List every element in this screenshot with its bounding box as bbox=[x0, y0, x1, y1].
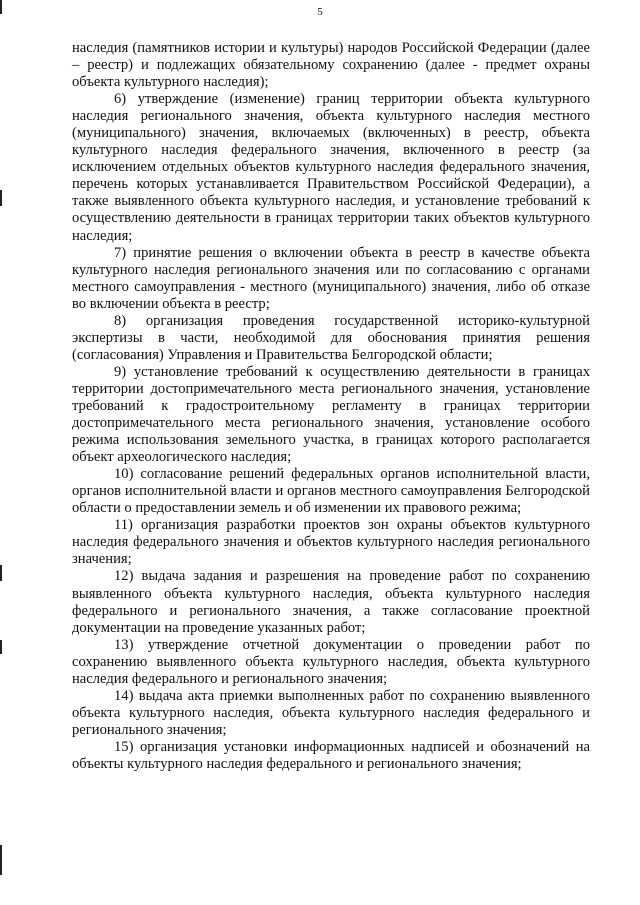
paragraph-item-12: 12) выдача задания и разрешения на проведение работ по сохранению выявленного объекта культурного наследия, объекта культурного наследия федерального и регионального значения, а также согласование проектной документации на проведение указанных работ; bbox=[72, 568, 590, 636]
scan-edge-mark-lower bbox=[0, 640, 2, 654]
paragraph-item-13: 13) утверждение отчетной документации о проведении работ по сохранению выявленного объекта культурного наследия, объекта культурного наследия федерального и регионального значения; bbox=[72, 636, 590, 687]
page-number: 5 bbox=[317, 6, 323, 18]
paragraph-item-8: 8) организация проведения государственной историко-культурной экспертизы в части, необходимой для обоснования принятия решения (согласования) Управления и Правительства Белгородской области; bbox=[72, 312, 590, 363]
paragraph-item-15: 15) организация установки информационных надписей и обозначений на объекты культурного наследия федерального и регионального значения; bbox=[72, 738, 590, 772]
document-body bbox=[72, 40, 590, 773]
paragraph-continuation: наследия (памятников истории и культуры) народов Российской Федерации (далее – реестр) и подлежащих обязательному сохранению (далее - предмет охраны объекта культурного наследия); bbox=[72, 40, 590, 91]
paragraph-item-7: 7) принятие решения о включении объекта в реестр в качестве объекта культурного наследия регионального значения или по согласованию с органами местного самоуправления - местного (муниципального) значения, либо об отказе во включении объекта в реестр; bbox=[72, 244, 590, 312]
paragraph-item-11: 11) организация разработки проектов зон охраны объектов культурного наследия федерального значения и объектов культурного наследия регионального значения; bbox=[72, 517, 590, 568]
paragraph-item-14: 14) выдача акта приемки выполненных работ по сохранению выявленного объекта культурного наследия, объекта культурного наследия федерального и регионального значения; bbox=[72, 687, 590, 738]
paragraph-item-6: 6) утверждение (изменение) границ территории объекта культурного наследия регионального значения, объекта культурного наследия местного (муниципального) значения, включаемых (включенных) в реестр, объекта культурного наследия федерального значения, включенного в реестр (за исключением отдельных объектов культурного наследия федерального значения, перечень которых устанавливается Правительством Российской Федерации), а также выявленного объекта культурного наследия, и установление требований к осуществлению деятельности в границах территории таких объектов культурного наследия; bbox=[72, 91, 590, 244]
scan-edge-mark-middle bbox=[0, 565, 2, 581]
paragraph-item-9: 9) установление требований к осуществлению деятельности в границах территории достопримечательного места регионального значения, установление требований к градостроительному регламенту в границах территории достопримечательного места регионального значения, установление особого режима использования земельного участка, в границах которого располагается объект археологического наследия; bbox=[72, 363, 590, 466]
scan-edge-mark-upper bbox=[0, 190, 2, 206]
scan-edge-mark-bottom bbox=[0, 845, 2, 875]
paragraph-item-10: 10) согласование решений федеральных органов исполнительной власти, органов исполнительной власти и органов местного самоуправления Белгородской области о предоставлении земель и об изменении их правового режима; bbox=[72, 466, 590, 517]
